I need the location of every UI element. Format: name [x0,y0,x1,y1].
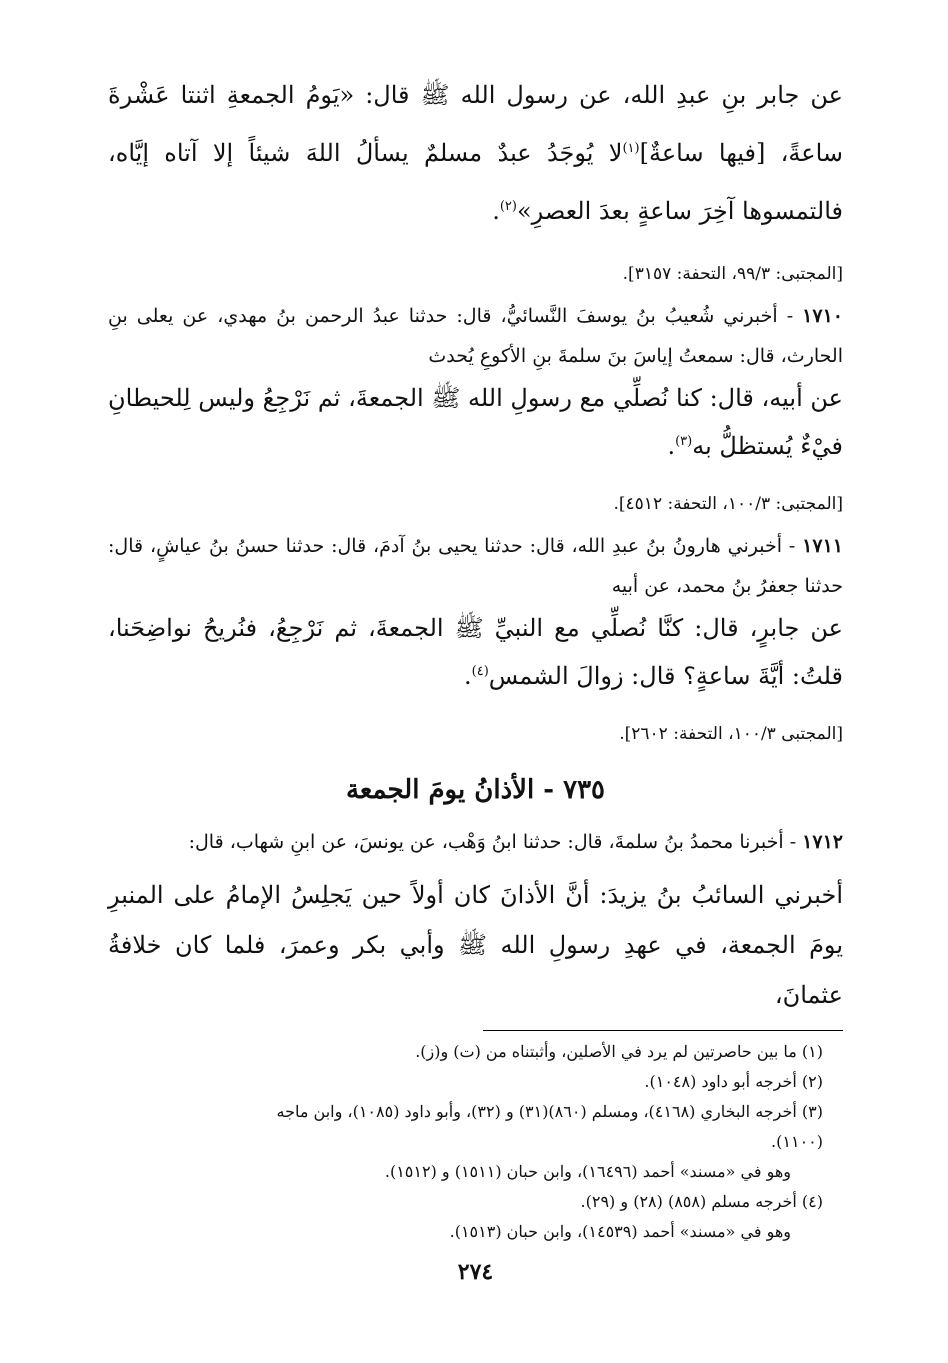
footnote-marker: (٢) [499,199,517,214]
footnote: (٣) أخرجه البخاري (٤١٦٨)، ومسلم (٨٦٠)(٣١) و (٣٢)، وأبو داود (١٠٨٥)، وابن ماجه [276,1102,823,1121]
footnote-marker: (٤) [471,664,489,679]
footnote: (٤) أخرجه مسلم (٨٥٨) (٢٨) و (٢٩). [580,1192,823,1211]
footnote: وهو في «مسند» أحمد (١٤٥٣٩)، وابن حبان (١٥١٣). [449,1222,791,1241]
footnote-divider [483,1030,843,1031]
hadith-text-1709 [108,68,843,238]
footnote: (٢) أخرجه أبو داود (١٠٤٨). [644,1072,823,1091]
book-page [108,68,843,1285]
matn-text: عن جابرٍ، قال: كنَّا نُصلِّي مع النبيِّ ﷺ الجمعةَ، ثم نَرْجِعُ، فنُريحُ نواضِحَنا، قلتُ: أيَّةَ ساعةٍ؟ قال: زوالَ الشمس [108,614,843,690]
footnotes [108,1037,843,1247]
footnote-continuation: (١١٠٠). [771,1132,823,1151]
matn-1712: أخبرني السائبُ بنُ يزيدَ: أنَّ الأذانَ كان أولاً حين يَجلِسُ الإمامُ على المنبرِ يومَ الجمعة، في عهدِ رسولِ الله ﷺ وأبي بكر وعمرَ، فلما كان خلافةُ عثمانَ، [108,881,843,1009]
hadith-text: عن جابر بنِ عبدِ الله، عن رسول الله ﷺ قال: «يَومُ الجمعةِ اثنتا عَشْرةَ ساعةً، [فيها ساعةٌ] [108,81,843,167]
source-reference: [المجتبى: ٩٩/٣، التحفة: ٣١٥٧]. [622,264,843,284]
hadith-number: ١٧١٠ [802,305,843,327]
footnote-marker: (٣) [675,434,693,449]
footnote: وهو في «مسند» أحمد (١٦٤٩٦)، وابن حبان (١٥١١) و (١٥١٢). [384,1162,791,1181]
hadith-text: لا يُوجَدُ عبدٌ مسلمٌ يسألُ اللهَ شيئاً إلا آتاه إيَّاه، فالتمسوها آخِرَ ساعةٍ بعدَ العصرِ» [108,139,843,225]
source-reference: [المجتبى ١٠٠/٣، التحفة: ٢٦٠٢]. [619,724,843,744]
punctuation: . [492,197,500,225]
chapter-heading: ٧٣٥ - الأذانُ يومَ الجمعة [345,775,606,805]
hadith-number: ١٧١١ [802,535,843,557]
isnad-1712 [108,822,843,862]
isnad-1710 [108,296,843,376]
page-number: ٢٧٤ [457,1259,494,1285]
isnad-text: - أخبرني هارونُ بنُ عبدِ الله، قال: حدثنا يحيى بنُ آدمَ، قال: حدثنا حسنُ بنُ عياشٍ، قال: حدثنا جعفرُ بنُ محمد، عن أبيه [108,535,843,597]
source-reference: [المجتبى: ١٠٠/٣، التحفة: ٤٥١٢]. [613,494,843,514]
matn-text: عن أبيه، قال: كنا نُصلِّي مع رسولِ الله ﷺ الجمعةَ، ثم نَرْجِعُ وليس لِلحيطانِ فيْءٌ يُستظلُّ به [108,384,843,460]
isnad-1711 [108,526,843,606]
punctuation: . [463,662,472,690]
isnad-text: - أخبرني شُعيبُ بنُ يوسفَ النَّسائيُّ، قال: حدثنا عبدُ الرحمن بنُ مهدي، عن يعلى بنِ الحارث، قال: سمعتُ إياسَ بنَ سلمةَ بنِ الأكوعِ يُحدث [108,305,843,367]
isnad-text: - أخبرنا محمدُ بنُ سلمةَ، قال: حدثنا ابنُ وَهْب، عن يونسَ، عن ابنِ شهاب، قال: [188,831,797,853]
matn-1710 [108,376,843,468]
hadith-number: ١٧١٢ [802,831,843,853]
matn-1711 [108,606,843,698]
footnote: (١) ما بين حاصرتين لم يرد في الأصلين، وأثبتناه من (ت) و(ز). [415,1042,823,1061]
footnote-marker: (١) [622,141,640,156]
punctuation: . [667,432,676,460]
